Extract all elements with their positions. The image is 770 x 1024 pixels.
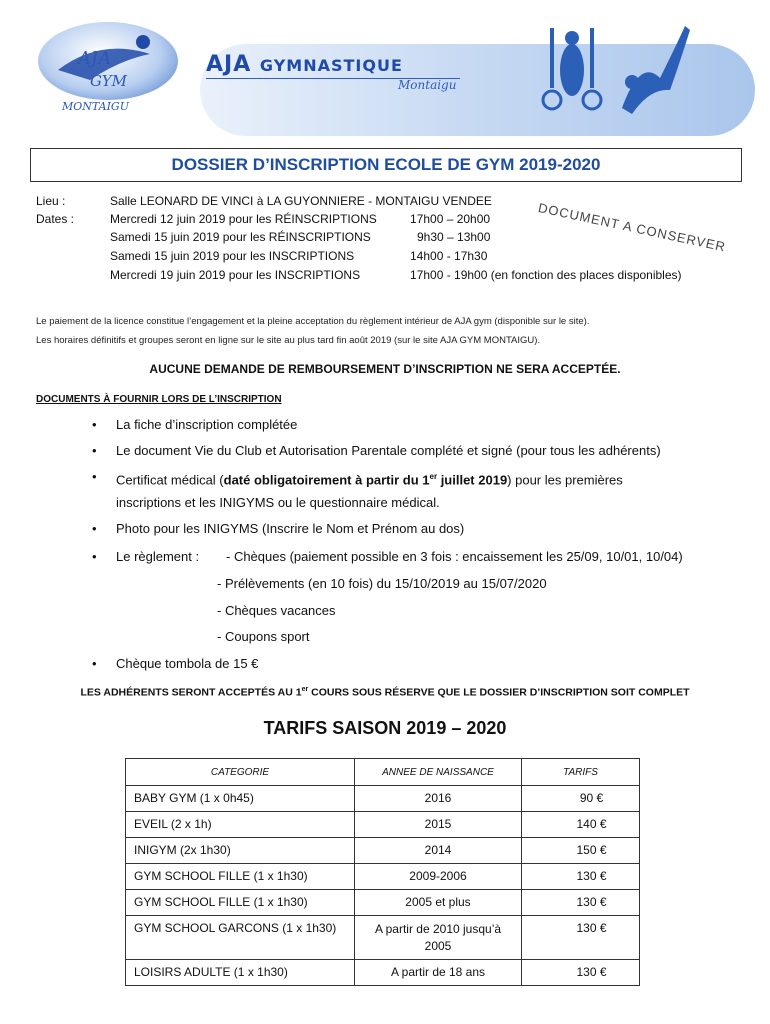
list-item-tombola	[92, 655, 259, 673]
cell-categorie: GYM SCHOOL FILLE (1 x 1h30)	[126, 890, 355, 916]
title-box	[30, 148, 742, 182]
list-item-vie-club	[92, 442, 661, 460]
cell-annee: 2005 et plus	[355, 890, 522, 916]
header-categorie: CATEGORIE	[126, 759, 355, 786]
table-row	[126, 864, 640, 890]
date-time-3: 14h00 - 17h30	[410, 249, 488, 263]
list-item-certificat-line2: inscriptions et les INIGYMS ou le questionnaire médical.	[116, 495, 440, 510]
no-refund-notice: AUCUNE DEMANDE DE REMBOURSEMENT D’INSCRIPTION NE SERA ACCEPTÉE.	[149, 362, 621, 376]
cell-tarif: 130 €	[522, 960, 640, 986]
cell-tarif: 130 €	[522, 916, 640, 960]
list-item-photo	[92, 520, 465, 538]
cell-tarif: 150 €	[522, 838, 640, 864]
acceptance-text: LES ADHÉRENTS SERONT ACCEPTÉS AU 1	[80, 686, 302, 699]
cell-tarif: 130 €	[522, 864, 640, 890]
list-item-text: Certificat médical (	[116, 472, 224, 488]
gymnasts-silhouette-icon	[510, 18, 730, 128]
cell-annee: 2015	[355, 812, 522, 838]
brand-main: AJA	[206, 52, 252, 77]
bullet: •	[92, 443, 97, 458]
bullet: •	[92, 549, 97, 564]
cell-annee: A partir de 18 ans	[355, 960, 522, 986]
cell-annee: 2014	[355, 838, 522, 864]
logo-text-montaigu: MONTAIGU	[62, 100, 129, 113]
cell-categorie: BABY GYM (1 x 0h45)	[126, 786, 355, 812]
logo-text-gym: GYM	[90, 72, 127, 90]
cell-tarif: 140 €	[522, 812, 640, 838]
bullet: •	[92, 417, 97, 432]
document-stamp: DOCUMENT A CONSERVER	[536, 200, 728, 255]
list-item-bold: juillet 2019	[437, 472, 508, 488]
date-time-4: 17h00 - 19h00 (en fonction des places disponibles)	[410, 268, 682, 282]
table-row	[126, 838, 640, 864]
documents-heading: DOCUMENTS À FOURNIR LORS DE L’INSCRIPTION	[36, 394, 282, 405]
lieu-value: Salle LEONARD DE VINCI à LA GUYONNIERE - MONTAIGU VENDEE	[110, 194, 492, 208]
superscript: er	[301, 686, 309, 693]
list-item-text: Photo pour les INIGYMS (Inscrire le Nom et Prénom au dos)	[116, 521, 465, 536]
table-header-row	[126, 759, 640, 786]
cell-tarif: 130 €	[522, 890, 640, 916]
brand-subtitle: Montaigu	[398, 78, 457, 92]
cell-categorie: INIGYM (2x 1h30)	[126, 838, 355, 864]
page-title: DOSSIER D’INSCRIPTION ECOLE DE GYM 2019-2020	[171, 155, 601, 174]
table-row	[126, 960, 640, 986]
cell-categorie: LOISIRS ADULTE (1 x 1h30)	[126, 960, 355, 986]
date-label-2: Samedi 15 juin 2019 pour les RÉINSCRIPTIONS	[110, 230, 371, 244]
horaires-note: Les horaires définitifs et groupes seront en ligne sur le site au plus tard fin août 2019 (sur le site AJA GYM MONTAIGU).	[36, 335, 541, 346]
table-row	[126, 916, 640, 960]
list-item-text: Chèque tombola de 15 €	[116, 656, 259, 671]
list-item-fiche	[92, 416, 298, 434]
brand-gym: GYMNASTIQUE	[259, 56, 403, 75]
list-item-text: La fiche d’inscription complétée	[116, 417, 298, 432]
cell-categorie: GYM SCHOOL FILLE (1 x 1h30)	[126, 864, 355, 890]
reglement-option-vacances: - Chèques vacances	[217, 603, 336, 618]
cell-annee: A partir de 2010 jusqu’à 2005	[355, 916, 522, 960]
reglement-option-prelevements: - Prélèvements (en 10 fois) du 15/10/2019 au 15/07/2020	[217, 576, 547, 591]
cell-tarif: 90 €	[522, 786, 640, 812]
logo-text-aja: AJA	[78, 48, 112, 69]
cell-categorie: EVEIL (2 x 1h)	[126, 812, 355, 838]
lieu-label: Lieu :	[36, 194, 66, 208]
cell-annee: 2009-2006	[355, 864, 522, 890]
cell-categorie: GYM SCHOOL GARCONS (1 x 1h30)	[126, 916, 355, 960]
bullet: •	[92, 521, 97, 536]
acceptance-notice	[0, 686, 770, 699]
date-time-1: 17h00 – 20h00	[410, 212, 491, 226]
reglement-option-coupons: - Coupons sport	[217, 629, 310, 644]
table-row	[126, 786, 640, 812]
date-label-3: Samedi 15 juin 2019 pour les INSCRIPTIONS	[110, 249, 355, 263]
list-item-text: Le document Vie du Club et Autorisation Parentale complété et signé (pour tous les adhérents)	[116, 443, 661, 458]
licence-note: Le paiement de la licence constitue l’engagement et la pleine acceptation du règlement intérieur de AJA gym (disponible sur le site).	[36, 316, 590, 327]
superscript: er	[429, 472, 438, 481]
reglement-option-cheques: - Chèques (paiement possible en 3 fois : encaissement les 25/09, 10/01, 10/04)	[226, 549, 683, 564]
list-item-reglement	[92, 548, 200, 566]
dates-label: Dates :	[36, 212, 75, 226]
date-time-2: 9h30 – 13h00	[417, 230, 491, 244]
tarifs-title: TARIFS SAISON 2019 – 2020	[263, 718, 507, 738]
list-item-text: ) pour les premières	[507, 472, 623, 488]
header-tarifs: TARIFS	[522, 759, 640, 786]
list-item-bold: daté obligatoirement à partir du 1	[223, 472, 430, 488]
bullet: •	[92, 656, 97, 671]
date-label-4: Mercredi 19 juin 2019 pour les INSCRIPTIONS	[110, 268, 361, 282]
date-label-1: Mercredi 12 juin 2019 pour les RÉINSCRIPTIONS	[110, 212, 377, 226]
tarifs-table	[125, 758, 640, 986]
cell-annee: 2016	[355, 786, 522, 812]
table-row	[126, 890, 640, 916]
table-row	[126, 812, 640, 838]
list-item-text: Le règlement :	[116, 549, 200, 564]
bullet: •	[92, 469, 97, 484]
acceptance-text: COURS SOUS RÉSERVE QUE LE DOSSIER D’INSCRIPTION SOIT COMPLET	[308, 686, 690, 699]
brand-title	[206, 52, 403, 77]
list-item-certificat	[92, 468, 623, 489]
header-annee: ANNEE DE NAISSANCE	[355, 759, 522, 786]
